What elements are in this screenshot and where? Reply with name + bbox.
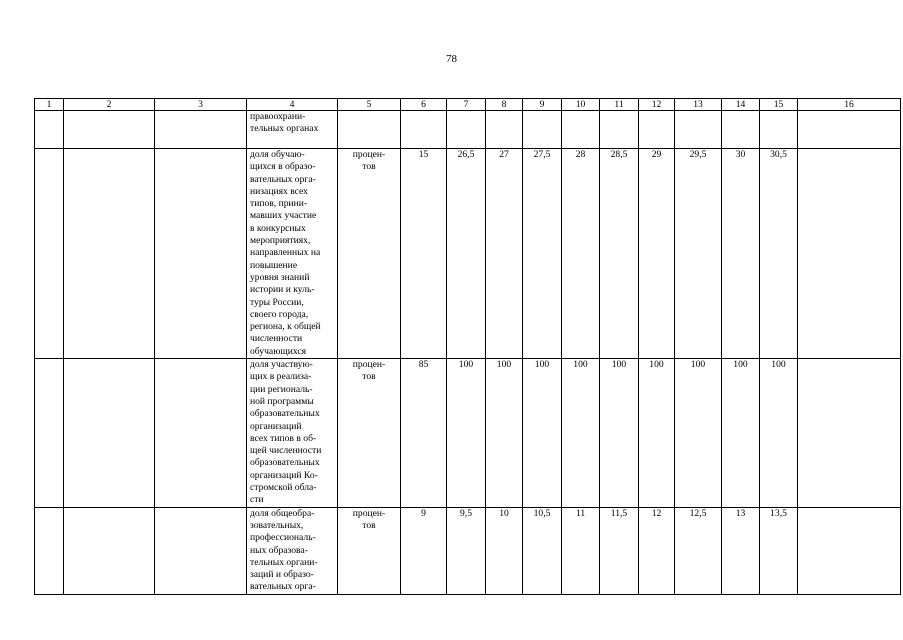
column-header: 4 — [247, 99, 338, 111]
column-header: 6 — [401, 99, 447, 111]
cell-col-16 — [798, 359, 901, 508]
column-header: 7 — [447, 99, 486, 111]
value-cell: 10 — [486, 507, 523, 594]
value-cell — [401, 111, 447, 149]
value-cell: 15 — [401, 149, 447, 359]
value-cell: 100 — [447, 359, 486, 508]
value-cell — [760, 111, 798, 149]
cell-col-1 — [35, 359, 64, 508]
value-cell: 27,5 — [523, 149, 562, 359]
cell-col-1 — [35, 149, 64, 359]
cell-col-16 — [798, 507, 901, 594]
indicator-cell: доля обучаю- щихся в образо- вательных орга- низациях всех типов, прини- мавших участие в конкурсных мероприятиях, направленных на повышение уровня знаний истории и куль- туры России, своего города, региона, к общей численности обучающихся — [247, 149, 338, 359]
cell-col-2 — [64, 359, 155, 508]
column-header: 11 — [600, 99, 639, 111]
column-header: 15 — [760, 99, 798, 111]
value-cell: 85 — [401, 359, 447, 508]
column-number-row — [35, 99, 901, 111]
column-header: 9 — [523, 99, 562, 111]
value-cell: 11 — [562, 507, 600, 594]
value-cell: 9,5 — [447, 507, 486, 594]
value-cell: 100 — [523, 359, 562, 508]
cell-col-3 — [155, 359, 247, 508]
value-cell: 11,5 — [600, 507, 639, 594]
value-cell: 13,5 — [760, 507, 798, 594]
unit-cell: процен- тов — [338, 507, 401, 594]
cell-col-2 — [64, 111, 155, 149]
value-cell: 9 — [401, 507, 447, 594]
column-header: 16 — [798, 99, 901, 111]
value-cell — [486, 111, 523, 149]
table-row — [35, 149, 901, 359]
column-header: 8 — [486, 99, 523, 111]
cell-col-1 — [35, 507, 64, 594]
value-cell: 100 — [486, 359, 523, 508]
cell-col-3 — [155, 507, 247, 594]
cell-col-2 — [64, 507, 155, 594]
value-cell — [447, 111, 486, 149]
unit-cell — [338, 111, 401, 149]
indicator-cell: доля участвую- щих в реализа- ции региональ- ной программы образовательных организаций всех типов в об- щей численности образовательных организаций Ко- стромской обла- сти — [247, 359, 338, 508]
column-header: 1 — [35, 99, 64, 111]
page-number: 78 — [446, 53, 457, 65]
indicator-cell: правоохрани- тельных органах — [247, 111, 338, 149]
value-cell: 30,5 — [760, 149, 798, 359]
value-cell — [639, 111, 675, 149]
value-cell: 28 — [562, 149, 600, 359]
value-cell — [562, 111, 600, 149]
column-header: 5 — [338, 99, 401, 111]
table-row — [35, 507, 901, 594]
value-cell: 29,5 — [675, 149, 722, 359]
value-cell: 28,5 — [600, 149, 639, 359]
indicators-table — [34, 98, 901, 595]
unit-cell: процен- тов — [338, 149, 401, 359]
table-row — [35, 111, 901, 149]
value-cell: 12 — [639, 507, 675, 594]
value-cell: 100 — [722, 359, 760, 508]
value-cell: 13 — [722, 507, 760, 594]
unit-cell: процен- тов — [338, 359, 401, 508]
cell-col-1 — [35, 111, 64, 149]
value-cell — [722, 111, 760, 149]
cell-col-16 — [798, 111, 901, 149]
value-cell: 100 — [639, 359, 675, 508]
column-header: 3 — [155, 99, 247, 111]
column-header: 13 — [675, 99, 722, 111]
table-row — [35, 359, 901, 508]
cell-col-2 — [64, 149, 155, 359]
value-cell: 27 — [486, 149, 523, 359]
value-cell: 100 — [562, 359, 600, 508]
value-cell: 100 — [600, 359, 639, 508]
value-cell: 26,5 — [447, 149, 486, 359]
column-header: 12 — [639, 99, 675, 111]
value-cell — [675, 111, 722, 149]
column-header: 2 — [64, 99, 155, 111]
cell-col-3 — [155, 149, 247, 359]
cell-col-3 — [155, 111, 247, 149]
indicator-cell: доля общеобра- зовательных, профессиональ- ных образова- тельных органи- заций и образо- вательных орга- — [247, 507, 338, 594]
column-header: 14 — [722, 99, 760, 111]
value-cell: 29 — [639, 149, 675, 359]
value-cell — [523, 111, 562, 149]
value-cell: 12,5 — [675, 507, 722, 594]
cell-col-16 — [798, 149, 901, 359]
value-cell — [600, 111, 639, 149]
value-cell: 30 — [722, 149, 760, 359]
value-cell: 10,5 — [523, 507, 562, 594]
value-cell: 100 — [675, 359, 722, 508]
column-header: 10 — [562, 99, 600, 111]
value-cell: 100 — [760, 359, 798, 508]
